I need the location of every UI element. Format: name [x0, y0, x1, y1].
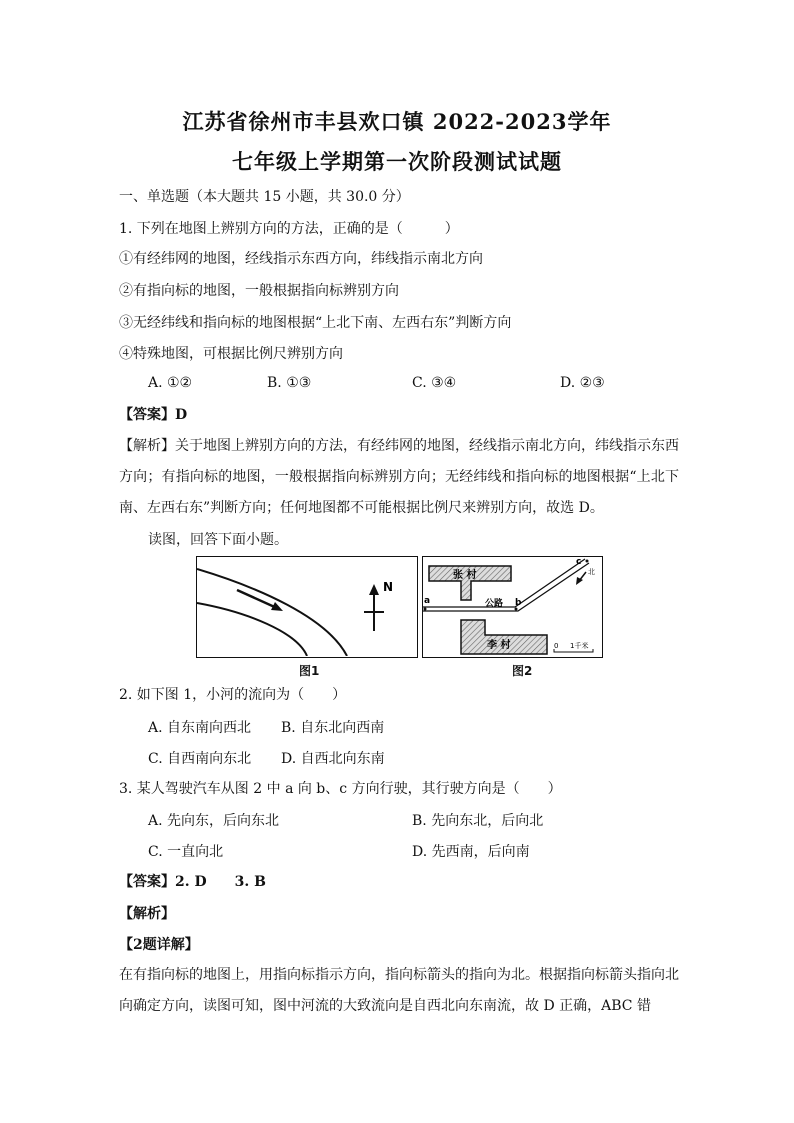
detail-2-text: 在有指向标的地图上，用指向标指示方向，指向标箭头的指向为北。根据指向标箭头指向北向确定方向，读图可知，图中河流的大致流向是自西北向东南流，故 D 正确，ABC 错 — [119, 967, 679, 1014]
q1-option-a: A. ①② — [148, 375, 193, 391]
q2-option-a: A. 自东南向西北 — [148, 720, 252, 736]
li-village-label: 李 村 — [487, 640, 511, 651]
analysis-label: 【解析】 — [119, 906, 175, 922]
point-a-dot — [424, 608, 427, 611]
read-figure-prompt: 读图，回答下面小题。 — [148, 532, 288, 548]
point-b-label: b — [515, 598, 522, 608]
point-c-label: c — [576, 557, 582, 567]
road-label: 公路 — [485, 599, 504, 609]
q1-answer: 【答案】D — [119, 407, 188, 423]
scale-unit-label: 1千米 — [570, 642, 589, 650]
figure-1-caption: 图1 — [299, 664, 320, 678]
figure-2-caption: 图2 — [512, 664, 533, 678]
river-bank-lower — [197, 603, 307, 656]
q3-option-a: A. 先向东，后向东北 — [148, 813, 280, 829]
question-1-stem: 1. 下列在地图上辨别方向的方法，正确的是（ ） — [119, 221, 459, 237]
q2-option-d: D. 自西北向东南 — [281, 751, 385, 767]
q23-answer: 【答案】2. D 3. B — [119, 874, 266, 890]
river-bank-upper — [197, 569, 347, 656]
q2-option-b: B. 自东北向西南 — [281, 720, 385, 736]
figure-1-map — [197, 557, 416, 656]
point-a-label: a — [424, 596, 431, 606]
figure-group — [196, 556, 646, 681]
statement-4: ④特殊地图，可根据比例尺辨别方向 — [119, 346, 343, 362]
north-arrowhead — [369, 584, 379, 595]
north-label: N — [383, 580, 394, 594]
flow-arrowhead — [271, 602, 283, 611]
q3-option-b: B. 先向东北，后向北 — [412, 813, 544, 829]
statement-2: ②有指向标的地图，一般根据指向标辨别方向 — [119, 283, 399, 299]
page-subtitle: 七年级上学期第一次阶段测试试题 — [232, 149, 562, 174]
statement-1: ①有经纬网的地图，经线指示东西方向，纬线指示南北方向 — [119, 251, 483, 267]
point-c-dot — [586, 560, 589, 563]
north-label: 北 — [588, 568, 595, 576]
q2-option-c: C. 自西南向东北 — [148, 751, 252, 767]
page-title: 江苏省徐州市丰县欢口镇 2022-2023学年 — [182, 109, 612, 134]
figure-2-map — [423, 557, 601, 656]
q3-option-c: C. 一直向北 — [148, 844, 224, 860]
q1-option-c: C. ③④ — [412, 375, 457, 391]
figure-2 — [422, 556, 603, 658]
q1-analysis: 【解析】关于地图上辨别方向的方法，有经纬网的地图，经线指示南北方向，纬线指示东西方向；有指向标的地图，一般根据指向标辨别方向；无经纬线和指向标的地图根据“上北下南、左西右东”判断方向；任何地图都不可能根据比例尺来辨别方向，故选 D。 — [119, 438, 679, 516]
question-2-stem: 2. 如下图 1，小河的流向为（ ） — [119, 687, 347, 703]
q1-option-b: B. ①③ — [267, 375, 312, 391]
detail-2-label: 【2题详解】 — [119, 937, 199, 953]
zhang-village-label: 张 村 — [453, 570, 477, 581]
q3-option-d: D. 先西南，后向南 — [412, 844, 530, 860]
section-heading: 一、单选题（本大题共 15 小题，共 30.0 分） — [119, 189, 410, 205]
q1-option-d: D. ②③ — [560, 375, 605, 391]
river-flow-arrow — [237, 590, 279, 609]
question-3-stem: 3. 某人驾驶汽车从图 2 中 a 向 b、c 方向行驶，其行驶方向是（ ） — [119, 781, 562, 797]
figure-1 — [196, 556, 418, 658]
statement-3: ③无经纬线和指向标的地图根据“上北下南、左西右东”判断方向 — [119, 315, 512, 331]
scale-zero-label: 0 — [554, 642, 559, 650]
